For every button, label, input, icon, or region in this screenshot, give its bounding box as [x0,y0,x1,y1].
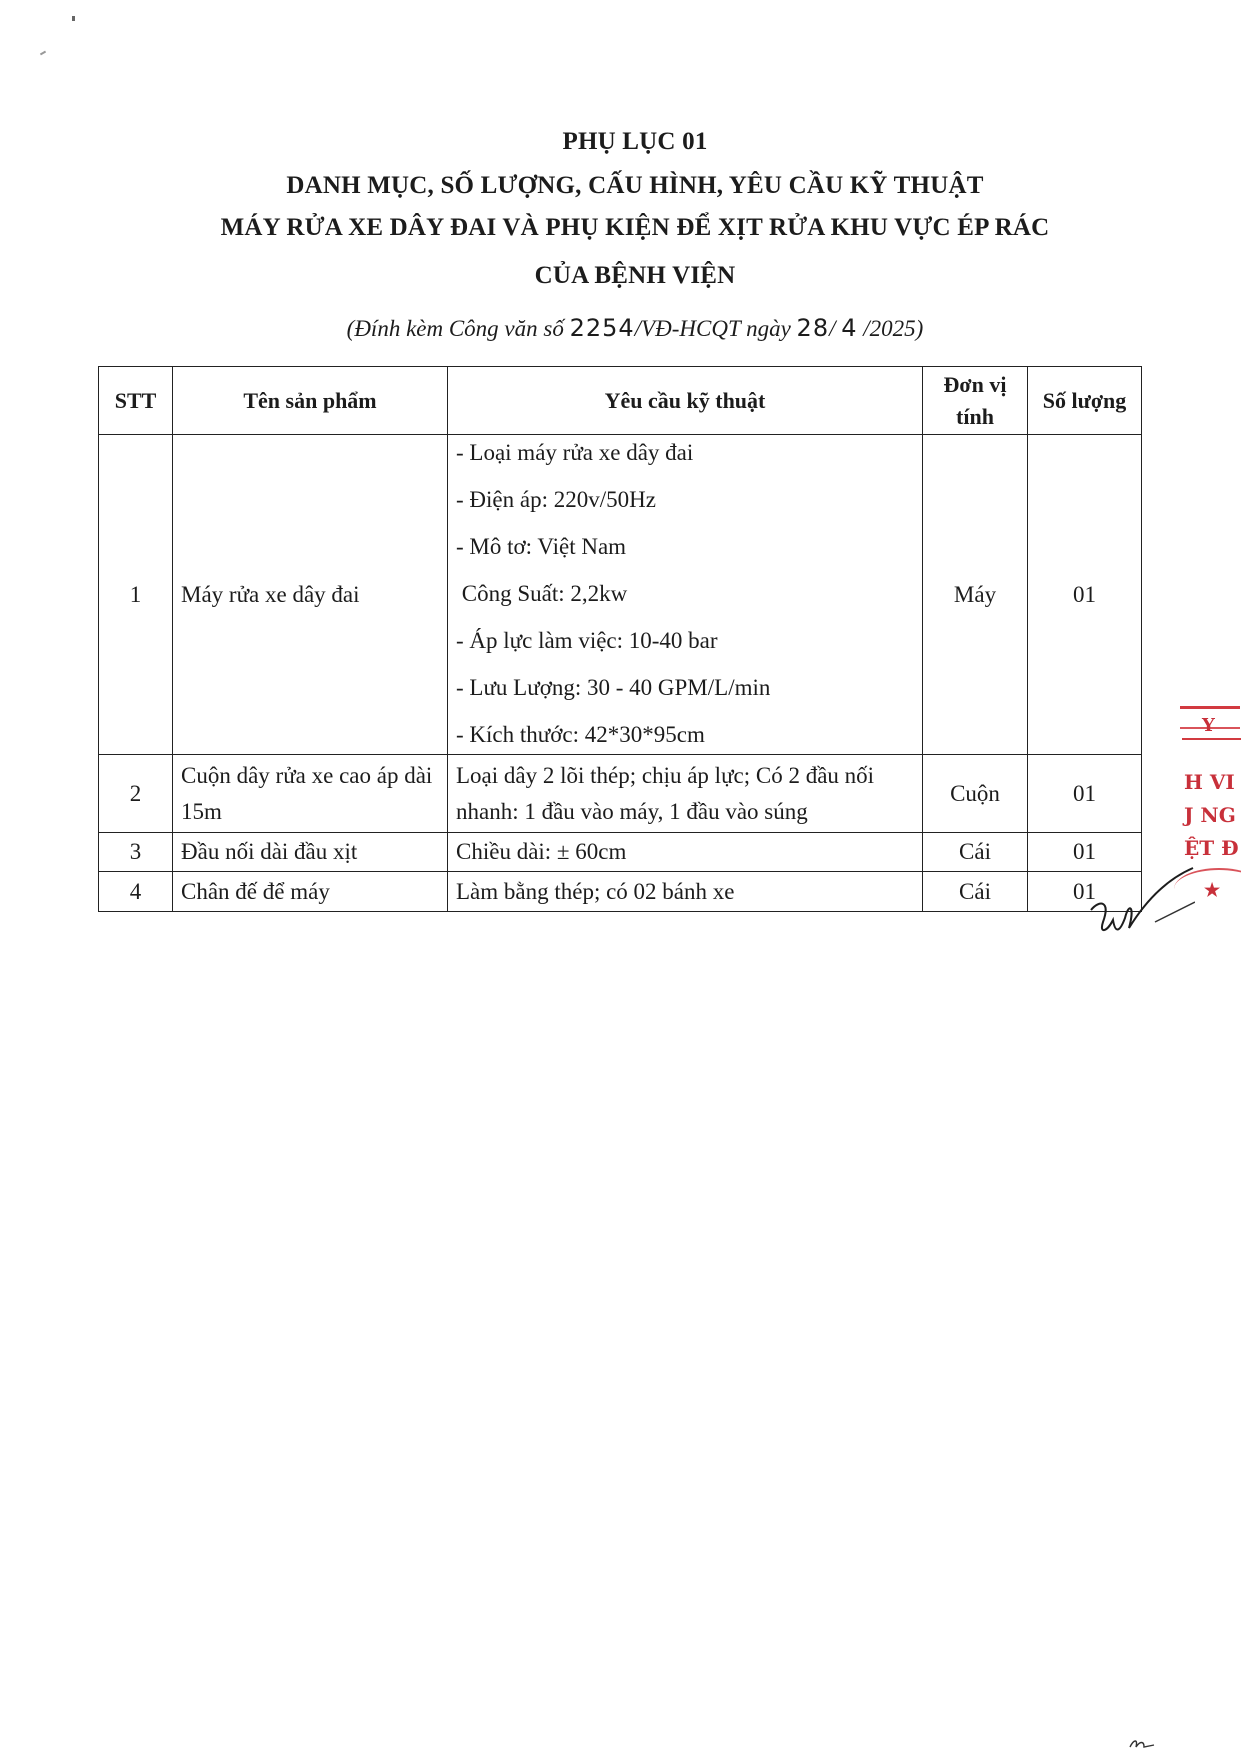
row-stt: 4 [99,872,173,912]
stamp-star-icon: ★ [1204,880,1221,901]
row-stt: 1 [99,435,173,755]
row-product-name: Chân đế để máy [173,872,448,912]
stamp-border [1182,738,1241,740]
table-row [99,435,1142,755]
attachment-note [0,314,1241,342]
header-quantity: Số lượng [1028,367,1142,435]
requirement-line: Công Suất: 2,2kw [456,581,628,606]
requirement-line: - Loại máy rửa xe dây đai [456,440,694,465]
row-product-name: Cuộn dây rửa xe cao áp dài 15m [173,755,448,833]
table-row [99,872,1142,912]
row-quantity: 01 [1028,435,1142,755]
handwritten-signature [1085,862,1195,972]
table-row [99,755,1142,833]
document-code: /VĐ-HCQT [634,316,741,341]
document-heading-line-4: CỦA BỆNH VIỆN [534,262,736,289]
appendix-title: PHỤ LỤC 01 [562,128,708,155]
stamp-text: Y [1202,715,1215,736]
row-stt: 3 [99,833,173,872]
initials-mark [1128,1735,1164,1751]
row-quantity: 01 [1028,755,1142,833]
row-product-name: Máy rửa xe dây đai [173,435,448,755]
row-requirements: Loại dây 2 lõi thép; chịu áp lực; Có 2 đầu nối nhanh: 1 đầu vào máy, 1 đầu vào súng [448,755,923,833]
stamp-text: H VI [1184,770,1235,794]
requirement-line: - Áp lực làm việc: 10-40 bar [456,628,718,653]
year-text: /2025) [857,316,924,341]
document-number-handwritten: 2254 [569,314,635,342]
requirement-line: - Lưu Lượng: 30 - 40 GPM/L/min [456,675,771,700]
row-quantity: 01 [1028,872,1142,912]
stamp-text: ỆT Đ [1184,836,1239,860]
header-unit: Đơn vị tính [923,367,1028,435]
month-handwritten: 4 [841,314,858,342]
specification-table [98,366,1142,912]
row-quantity: 01 [1028,833,1142,872]
requirement-line: - Kích thước: 42*30*95cm [456,722,705,747]
requirement-line: - Điện áp: 220v/50Hz [456,487,656,512]
row-unit: Cuộn [923,755,1028,833]
table-row [99,833,1142,872]
scan-speck [40,51,46,56]
header-technical-requirements: Yêu cầu kỹ thuật [448,367,923,435]
header-product-name: Tên sản phẩm [173,367,448,435]
attachment-prefix: (Đính kèm Công văn số [346,316,570,341]
row-product-name: Đầu nối dài đầu xịt [173,833,448,872]
date-word: ngày [740,316,797,341]
stamp-text: J NG [1184,803,1236,827]
row-requirements: Làm bằng thép; có 02 bánh xe [448,872,923,912]
header-stt: STT [99,367,173,435]
row-unit: Cái [923,833,1028,872]
date-separator: / [829,316,842,341]
row-unit: Máy [923,435,1028,755]
document-heading-line-3: MÁY RỬA XE DÂY ĐAI VÀ PHỤ KIỆN ĐỂ XỊT RỬA KHU VỰC ÉP RÁC [220,214,1050,241]
scan-speck [72,16,75,21]
document-heading-line-2: DANH MỤC, SỐ LƯỢNG, CẤU HÌNH, YÊU CẦU KỸ THUẬT [286,172,984,199]
day-handwritten: 28 [796,314,830,342]
row-requirements: Chiều dài: ± 60cm [448,833,923,872]
requirement-line: - Mô tơ: Việt Nam [456,534,627,559]
table-header-row [99,367,1142,435]
row-unit: Cái [923,872,1028,912]
row-requirements [448,435,923,755]
row-stt: 2 [99,755,173,833]
